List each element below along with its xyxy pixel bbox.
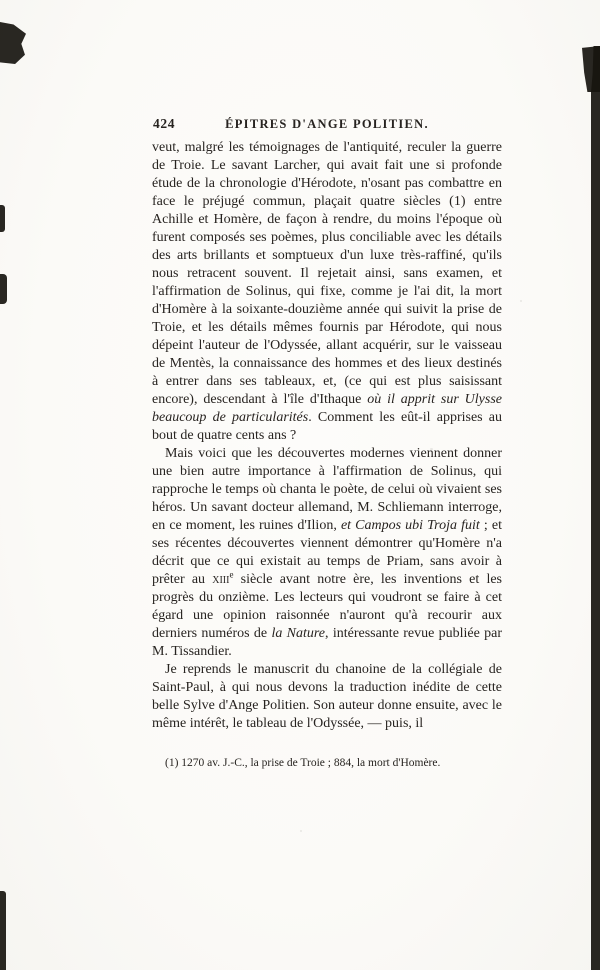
footnote: (1) 1270 av. J.-C., la prise de Troie ; 884, la mort d'Homère. — [165, 757, 441, 769]
scan-artifact-right-edge — [591, 46, 600, 970]
scan-artifact-left-edge — [0, 205, 5, 232]
paragraph: Je reprends le manuscrit du chanoine de la collégiale de Saint-Paul, à qui nous devons la traduction inédite de cette belle Sylve d'Ange Politien. Son auteur donne ensuite, avec le même intérêt, le tableau de l'Odyssée, — puis, il — [152, 662, 502, 731]
scan-artifact-right-edge — [582, 46, 600, 92]
text-block — [152, 139, 502, 733]
paper-speck — [300, 830, 302, 832]
scan-artifact-left-edge — [0, 274, 7, 304]
paragraph: veut, malgré les témoignages de l'antiquité, reculer la guerre de Troie. Le savant Larcher, qui avait fait une si profonde étude de la chronologie d'Hérodote, n'osant pas combattre en face le préjugé commun, plaçait quatre siècles (1) entre Achille et Homère, de façon à rendre, du moins l'époque où furent composés ses poèmes, plus conciliable avec les détails des arts brillants et somptueux d'un luxe très-raffiné, qu'ils nous retracent souvent. Il rejetait ainsi, sans examen, et l'affirmation de Solinus, qui fixe, comme je l'ai dit, la mort d'Homère à la soixante-douzième année qui suivit la prise de Troie, et les détails mêmes fournis par Hérodote, qui nous dépeint l'auteur de l'Odyssée, allant acquérir, sur le vaisseau de Mentès, la connaissance des hommes et des lieux destinés à entrer dans ses tableaux, et, (ce qui est plus saisissant encore), descendant à l'île d'Ithaque où il apprit sur Ulysse beaucoup de particularités. Comment les eût-il apprises au bout de quatre cents ans ? — [152, 140, 502, 443]
page-number: 424 — [153, 116, 176, 131]
running-title: ÉPITRES D'ANGE POLITIEN. — [225, 117, 429, 131]
paragraph: Mais voici que les découvertes modernes viennent donner une bien autre importance à l'affirmation de Solinus, qui rapproche le temps où chanta le poète, de celui où vivaient ses héros. Un savant docteur allemand, M. Schliemann interroge, en ce moment, les ruines d'Ilion, et Campos ubi Troja fuit ; et ses récentes découvertes viennent démontrer qu'Homère n'a décrit que ce qui existait au temps de Priam, sans avoir à prêter au xiii$^e$ siècle avant notre ère, les inventions et les progrès du onzième. Les lecteurs qui voudront se faire à cet égard une opinion raisonnée n'auront qu'à recourir aux derniers numéros de la Nature, intéressante revue publiée par M. Tissandier. — [152, 446, 502, 659]
scan-artifact-bottom-left — [0, 891, 6, 970]
paper-speck — [520, 300, 522, 302]
page-header — [152, 116, 502, 134]
paper-speck — [430, 448, 433, 450]
scan-artifact-top-left — [0, 22, 26, 64]
